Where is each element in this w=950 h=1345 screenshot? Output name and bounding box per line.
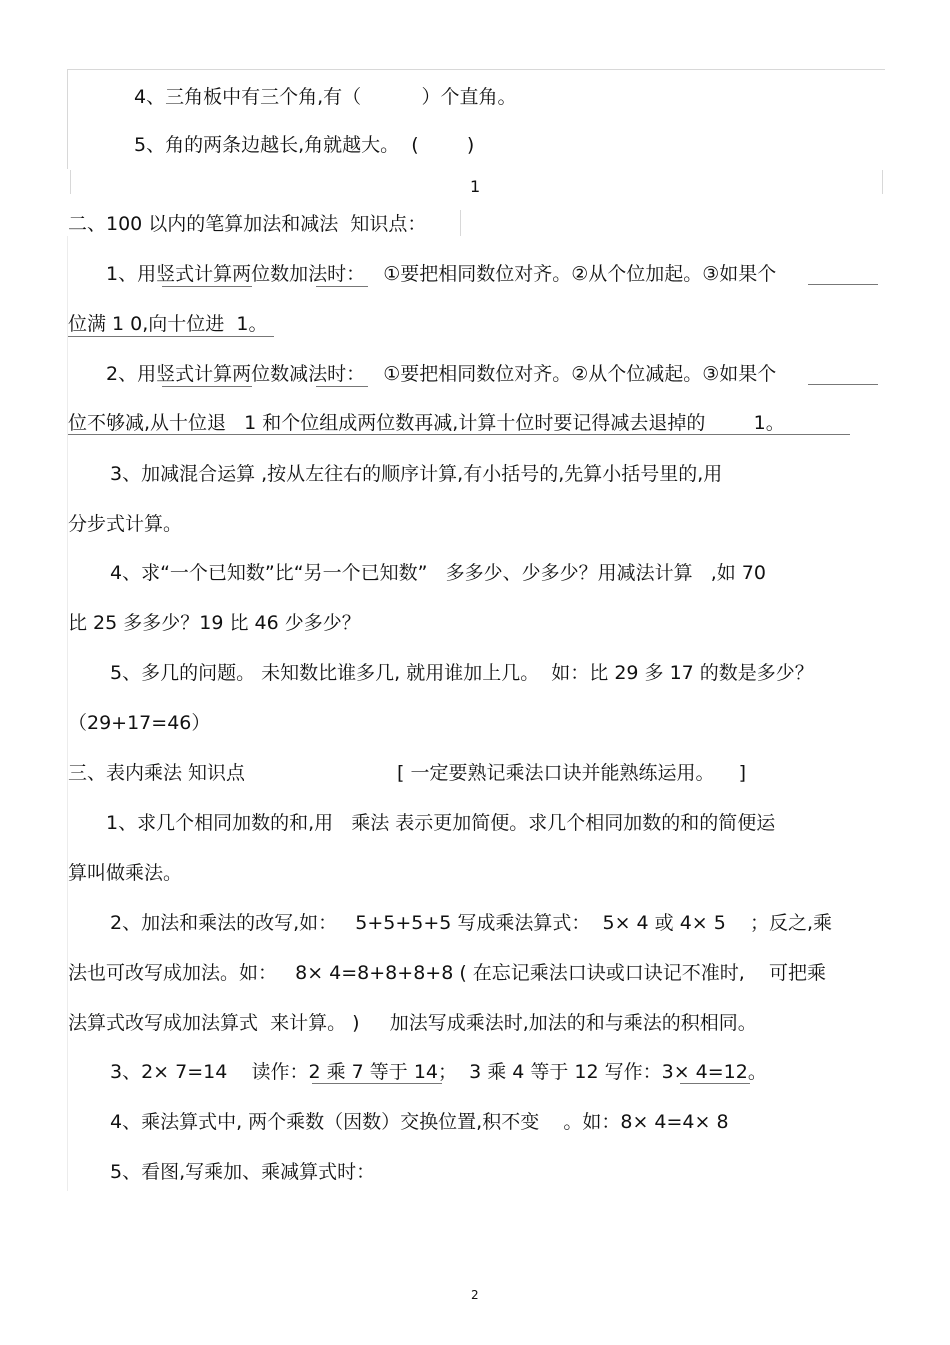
section3-point2-line1: 2、加法和乘法的改写,如： 5+5+5+5 写成乘法算式： 5× 4 或 4× 5 ；反之,乘: [110, 912, 833, 934]
section2-point3-line2: 分步式计算。: [68, 513, 183, 535]
section2-point5-line1: 5、多几的问题。 未知数比谁多几, 就用谁加上几。 如：比 29 多 17 的数是多少？: [110, 662, 814, 684]
top-rule: [68, 69, 885, 70]
section2-point5-line2: （29+17=46）: [68, 712, 211, 734]
underline: [162, 286, 252, 287]
underline: [68, 434, 850, 435]
section2-point4-line1: 4、求“一个已知数”比“另一个已知数” 多多少、少多少？用减法计算 ,如 70: [110, 562, 766, 584]
section2-point2-line1: 2、用竖式计算两位数减法时： ①要把相同数位对齐。②从个位减起。③如果个: [106, 363, 777, 385]
section3-heading-note: [ 一定要熟记乘法口诀并能熟练运用。 ]: [397, 762, 747, 784]
section2-point1-line2: 位满 1 0,向十位进 1。: [68, 313, 268, 335]
section3-heading: 三、表内乘法 知识点: [68, 762, 246, 784]
section3-point5: 5、看图,写乘加、乘减算式时：: [110, 1161, 376, 1183]
page-number-1: 1: [470, 177, 481, 196]
question-4: 4、三角板中有三个角,有（ ）个直角。: [134, 86, 517, 108]
underline: [312, 1083, 442, 1084]
underline: [808, 284, 878, 285]
section3-point1-line2: 算叫做乘法。: [68, 862, 183, 884]
underline: [680, 1083, 750, 1084]
underline: [162, 386, 252, 387]
left-margin-rule: [67, 69, 68, 169]
section3-point4: 4、乘法算式中, 两个乘数（因数）交换位置,积不变 。如：8× 4=4× 8: [110, 1111, 729, 1133]
section2-point2-line2: 位不够减,从十位退 1 和个位组成两位数再减,计算十位时要记得减去退掉的 1。: [68, 412, 785, 434]
section2-point1-line1: 1、用竖式计算两位数加法时： ①要把相同数位对齐。②从个位加起。③如果个: [106, 263, 777, 285]
question-5: 5、角的两条边越长,角就越大。 ( ): [134, 134, 475, 156]
underline: [316, 286, 368, 287]
page-number-2: 2: [471, 1288, 479, 1302]
section3-point2-line2: 法也可改写成加法。如： 8× 4=8+8+8+8 ( 在忘记乘法口诀或口诀记不准时, 可把乘: [68, 962, 826, 984]
section2-point3-line1: 3、加减混合运算 ,按从左往右的顺序计算,有小括号的,先算小括号里的,用: [110, 463, 723, 485]
underline: [808, 384, 878, 385]
left-margin-tick: [70, 170, 71, 194]
section3-point1-line1: 1、求几个相同加数的和,用 乘法 表示更加简便。求几个相同加数的和的简便运: [106, 812, 776, 834]
section2-point4-line2: 比 25 多多少？19 比 46 少多少？: [68, 612, 361, 634]
heading-divider: [460, 210, 461, 236]
section3-point2-line3: 法算式改写成加法算式 来计算。 ) 加法写成乘法时,加法的和与乘法的积相同。: [68, 1012, 757, 1034]
underline: [316, 386, 368, 387]
right-margin-tick: [882, 170, 883, 194]
underline: [68, 336, 274, 337]
section2-heading: 二、100 以内的笔算加法和减法 知识点：: [68, 213, 427, 235]
section3-point3: 3、2× 7=14 读作：2 乘 7 等于 14； 3 乘 4 等于 12 写作：3× 4=12。: [110, 1061, 767, 1083]
